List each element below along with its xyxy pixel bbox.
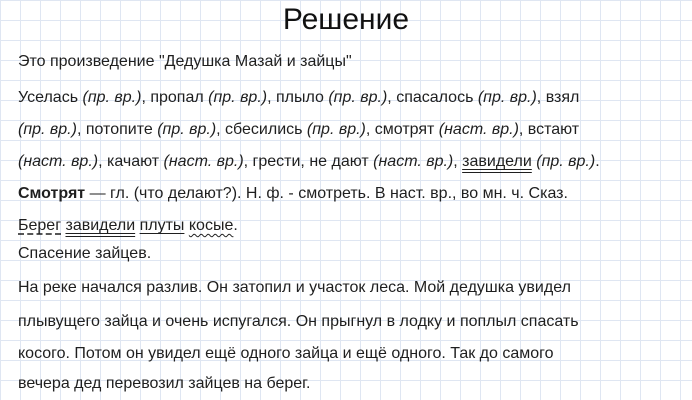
verb: , качают xyxy=(98,153,164,170)
morph-analysis: — гл. (что делают?). Н. ф. - смотреть. В наст. вр., во мн. ч. Сказ. xyxy=(85,185,568,202)
tense-note: (пр. вр.) xyxy=(82,89,142,106)
verb: , грести, не дают xyxy=(243,153,374,170)
tense-note: (пр. вр.) xyxy=(18,121,77,138)
verb: . xyxy=(595,153,600,170)
tense-note: (наст. вр.) xyxy=(163,153,244,170)
intro-text: Это произведение "Дедушка Мазай и зайцы" xyxy=(18,53,352,70)
verb: , спасалось xyxy=(387,89,478,106)
verb: , потопите xyxy=(76,121,158,138)
object-word: Берег xyxy=(18,217,62,234)
text-line-4 xyxy=(18,152,600,172)
tense-note: (пр. вр.) xyxy=(157,121,217,138)
essay-line-3: косого. Потом он увидел ещё одного зайца и ещё одного. Так до самого xyxy=(18,345,554,362)
essay-line-2: плывущего зайца и очень испугался. Он прыгнул в лодку и поплыл спасать xyxy=(18,313,579,330)
predicate-underlined: завидели xyxy=(462,153,532,170)
verb: , сбесились xyxy=(216,121,307,138)
tense-note: (пр. вр.) xyxy=(306,121,366,138)
tense-note: (наст. вр.) xyxy=(373,153,454,170)
analyzed-word: Смотрят xyxy=(18,185,86,202)
page-title: Решение xyxy=(282,3,410,36)
essay-line-4: вечера дед перевозил зайцев на берег. xyxy=(18,375,311,392)
verb: , пропал xyxy=(141,89,209,106)
text-line-3 xyxy=(18,120,579,140)
verb: , взял xyxy=(536,89,580,106)
tense-note: (пр. вр.) xyxy=(208,89,268,106)
predicate-word: завидели xyxy=(65,217,136,234)
tense-note: (наст. вр.) xyxy=(18,153,99,170)
tense-note: (пр. вр.) xyxy=(328,89,388,106)
subject-word: плуты xyxy=(139,217,185,234)
text-line-6: Берег завидели плуты косые. xyxy=(18,217,238,234)
tense-note: (пр. вр.) xyxy=(477,89,537,106)
verb: , встают xyxy=(518,121,580,138)
attribute-word: косые xyxy=(188,217,234,234)
verb: , смотрят xyxy=(365,121,439,138)
text-line-1 xyxy=(18,52,352,72)
essay-title: Спасение зайцев. xyxy=(18,245,152,262)
text-line-2 xyxy=(18,88,579,108)
tense-note: (пр. вр.) xyxy=(536,153,596,170)
verb: , плыло xyxy=(267,89,329,106)
essay-line-1: На реке начался разлив. Он затопил и участок леса. Мой дедушка увидел xyxy=(18,279,571,296)
verb: , xyxy=(453,153,463,170)
verb: Уселась xyxy=(18,89,83,106)
tense-note: (наст. вр.) xyxy=(438,121,519,138)
text-line-5 xyxy=(18,184,568,204)
